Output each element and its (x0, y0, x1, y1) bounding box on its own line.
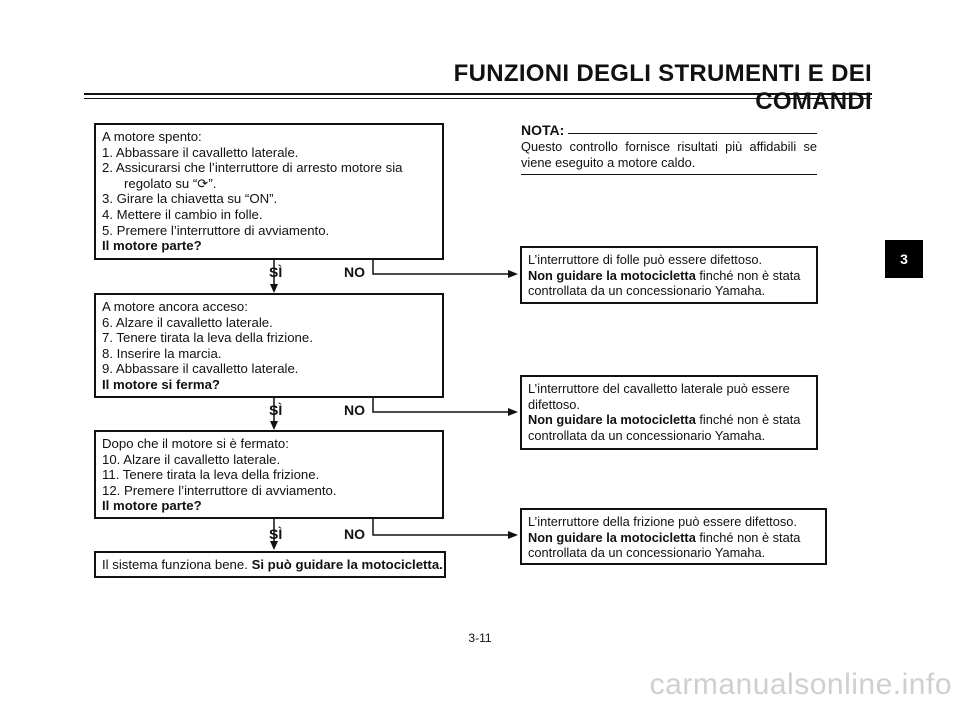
arrow-down-icon (270, 421, 278, 430)
flow-step-2 (94, 293, 444, 398)
step-line: 12. Premere l’interruttore di avviamento. (102, 482, 337, 498)
arrow-down-icon (270, 541, 278, 550)
result-clutch-switch (520, 508, 827, 565)
result-sidestand-switch (520, 375, 818, 450)
step-question: Il motore si ferma? (102, 376, 220, 392)
result-warning: Non guidare la motocicletta (528, 267, 696, 283)
yes-label: SÌ (269, 526, 283, 542)
step-line: 8. Inserire la marcia. (102, 345, 222, 361)
no-label: NO (344, 402, 365, 418)
step-line: 5. Premere l’interruttore di avviamento. (102, 222, 330, 238)
yes-label: SÌ (269, 402, 283, 418)
result-rest: finché non è stata (695, 529, 801, 545)
no-connector (373, 259, 512, 274)
nota-text: Questo controllo fornisce risultati più affidabili se viene eseguito a motore caldo. (521, 139, 817, 170)
result-rest: finché non è stata (695, 412, 801, 428)
step-line: 9. Abbassare il cavalletto laterale. (102, 361, 299, 377)
step-line: 2. Assicurarsi che l’interruttore di arresto motore sia (102, 160, 403, 176)
final-text: Il sistema funziona bene. (102, 557, 248, 572)
flow-step-3 (94, 430, 444, 519)
no-connector (373, 518, 512, 535)
flow-final (94, 551, 446, 578)
step-line: 6. Alzare il cavalletto laterale. (102, 314, 273, 330)
result-text: L’interruttore di folle può essere difettoso. (528, 252, 763, 267)
arrow-right-icon (508, 531, 518, 539)
chapter-tab: 3 (885, 240, 923, 278)
result-rest: controllata da un concessionario Yamaha. (528, 545, 766, 561)
nota-title: NOTA: (521, 122, 565, 138)
step-line: A motore ancora acceso: (102, 299, 248, 314)
flow-step-1 (94, 123, 444, 260)
result-neutral-switch (520, 246, 818, 304)
step-line: 1. Abbassare il cavalletto laterale. (102, 144, 299, 160)
arrow-right-icon (508, 408, 518, 416)
arrow-down-icon (270, 284, 278, 293)
step-line: 11. Tenere tirata la leva della frizione. (102, 467, 320, 483)
step-line: 4. Mettere il cambio in folle. (102, 206, 263, 222)
step-line: A motore spento: (102, 129, 202, 144)
result-text: L’interruttore della frizione può essere difettoso. (528, 514, 797, 529)
result-rest: controllata da un concessionario Yamaha. (528, 283, 766, 299)
step-line: Dopo che il motore si è fermato: (102, 436, 289, 451)
step-question: Il motore parte? (102, 238, 202, 254)
result-text: L’interruttore del cavalletto laterale può essere (528, 381, 790, 396)
page-title: FUNZIONI DEGLI STRUMENTI E DEI COMANDI (453, 60, 872, 115)
page-number: 3-11 (468, 631, 492, 645)
step-line: 10. Alzare il cavalletto laterale. (102, 451, 281, 467)
final-bold: Si può guidare la motocicletta. (251, 557, 443, 572)
step-line: 7. Tenere tirata la leva della frizione. (102, 330, 313, 346)
result-rest: controllata da un concessionario Yamaha. (528, 427, 766, 443)
no-label: NO (344, 264, 365, 280)
result-warning: Non guidare la motocicletta (528, 412, 696, 428)
no-label: NO (344, 526, 365, 542)
result-text: difettoso. (528, 396, 580, 412)
result-rest: finché non è stata (695, 267, 801, 283)
no-connector (373, 397, 512, 412)
step-question: Il motore parte? (102, 498, 202, 514)
yes-label: SÌ (269, 264, 283, 280)
nota-bottom-rule (521, 174, 817, 175)
nota-rule (568, 133, 817, 134)
arrow-right-icon (508, 270, 518, 278)
step-line: 3. Girare la chiavetta su “ON”. (102, 191, 278, 207)
step-line: regolato su “⟳”. (124, 175, 217, 191)
watermark: carmanualsonline.info (649, 668, 952, 701)
result-warning: Non guidare la motocicletta (528, 529, 696, 545)
